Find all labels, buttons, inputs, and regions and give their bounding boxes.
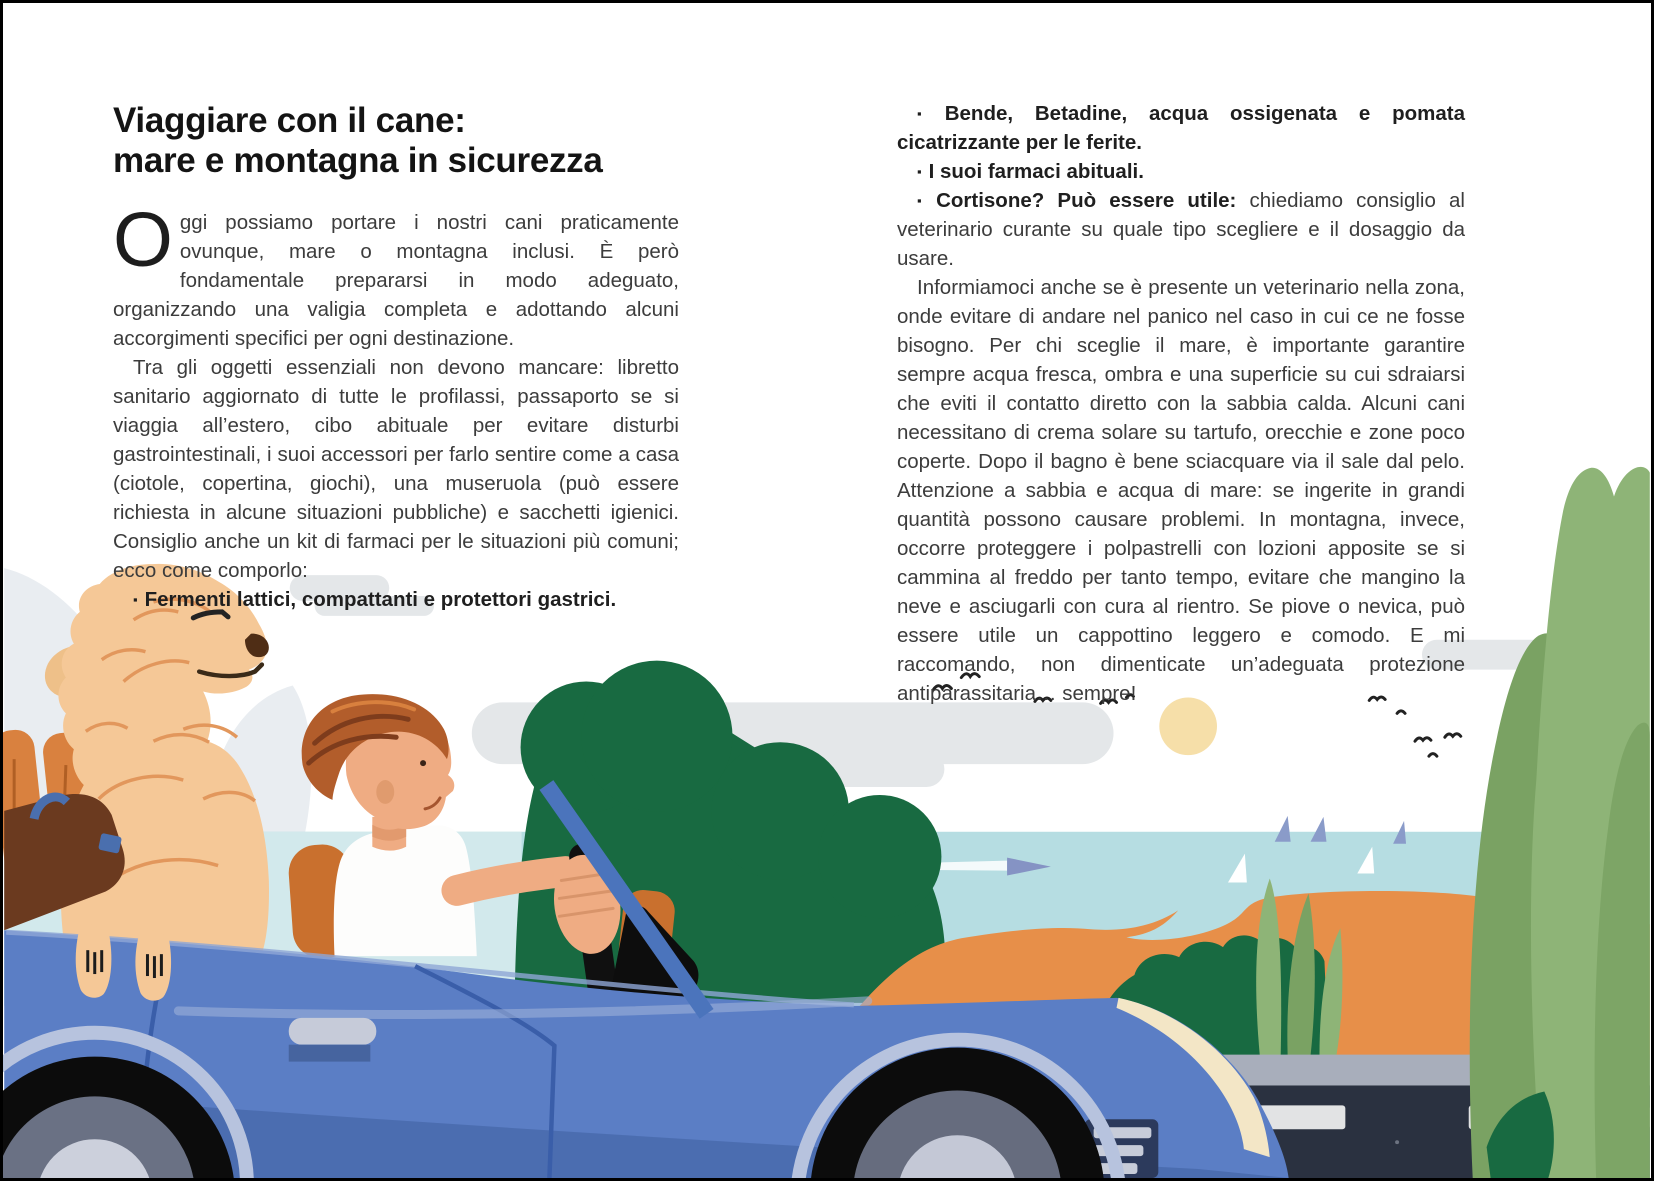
bullet-item-fermenti: ▪ Fermenti lattici, compattanti e protettori gastrici. xyxy=(133,588,617,611)
page-title xyxy=(113,101,679,181)
drop-cap: O xyxy=(113,197,173,283)
bullet-item-farmaci: ▪ I suoi farmaci abituali. xyxy=(917,160,1144,183)
intro-paragraph: Oggi possiamo portare i nostri cani praticamente ovunque, mare o montagna inclusi. È però fondamentale prepararsi in modo adeguato, organizzando una valigia completa e adottando alcuni accorgimenti specifici per ogni destinazione. xyxy=(113,197,679,350)
bullet-icon: ▪ xyxy=(917,106,938,121)
bullet-icon: ▪ xyxy=(133,592,138,607)
essentials-paragraph: Tra gli oggetti essenziali non devono mancare: libretto sanitario aggiornato di tutte le profilassi, passaporto se si viaggia all’estero, cibo abituale per evitare disturbi gastrointestinali, i suoi accessori per farlo sentire come a casa (ciotole, copertina, giochi), una museruola (può essere richiesta in alcune situazioni pubbliche) e sacchetti igienici. Consiglio anche un kit di farmaci per le situazioni più comuni; ecco come comporlo: xyxy=(113,356,679,582)
title-line-2: mare e montagna in sicurezza xyxy=(113,141,603,180)
left-column xyxy=(113,101,679,614)
bullet-icon: ▪ xyxy=(917,193,930,208)
article-text xyxy=(3,3,1651,1178)
bullet-item-cortisone: ▪ Cortisone? Può essere utile: chiediamo consiglio al veterinario curante su quale tipo scegliere e il dosaggio da usare. xyxy=(897,189,1465,270)
right-column xyxy=(897,99,1465,708)
bullet-icon: ▪ xyxy=(917,164,922,179)
closing-paragraph: Informiamoci anche se è presente un veterinario nella zona, onde evitare di andare nel panico nel caso in cui ce ne fosse bisogno. Per chi sceglie il mare, è importante garantire sempre acqua fresca, ombra e una superficie su cui sdraiarsi che eviti il contatto diretto con la sabbia calda. Alcuni cani necessitano di crema solare su tartufo, orecchie e zone poco coperte. Dopo il bagno è bene sciacquare via il sale dal pelo. Attenzione a sabbia e acqua di mare: se ingerite in grandi quantità possono causare problemi. In montagna, invece, occorre proteggere i polpastrelli con lozioni apposite se si cammina al freddo per tanto tempo, evitare che mangino la neve e asciugarli con cura al rientro. Se piove o nevica, può essere utile un cappottino leggero e comodo. E mi raccomando, non dimenticate un’adeguata protezione antiparassitaria… sempre! xyxy=(897,276,1465,705)
bullet-item-bende: ▪ Bende, Betadine, acqua ossigenata e pomata cicatrizzante per le ferite. xyxy=(897,102,1465,154)
title-line-1: Viaggiare con il cane: xyxy=(113,101,466,140)
